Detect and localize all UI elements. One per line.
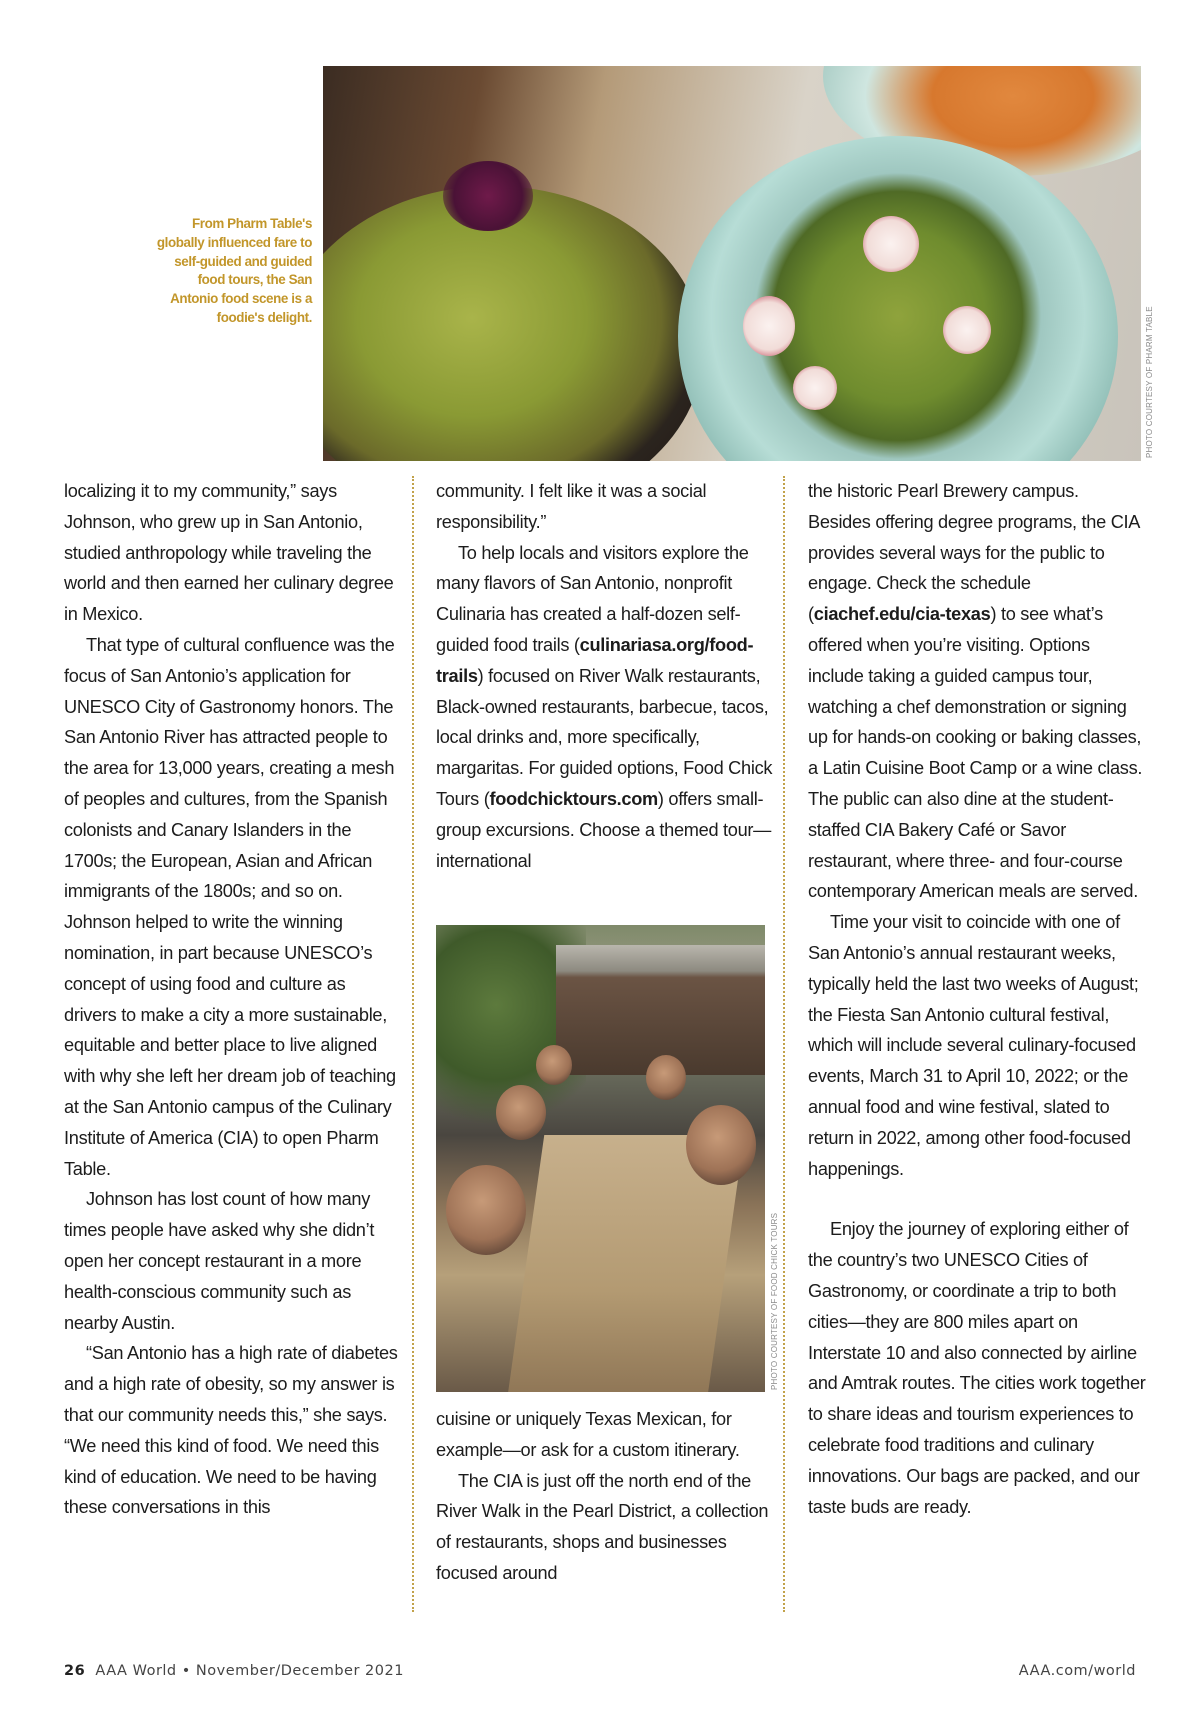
paragraph-text: To help locals and visitors explore the many flavors of San Antonio, nonprofit Culinaria has created a half-dozen self-guided food trails ( xyxy=(436,542,749,655)
paragraph-text: ) focused on River Walk restaurants, Black-owned restaurants, barbecue, tacos, local drinks and, more specifically, margaritas. For guided options, Food Chick Tours ( xyxy=(436,665,773,809)
article-column-3 xyxy=(808,476,1146,1522)
culinaria-link[interactable]: culinariasa.org/food-trails xyxy=(436,634,754,686)
article-column-1 xyxy=(64,476,399,1523)
paragraph xyxy=(436,538,774,877)
paragraph-text: the historic Pearl Brewery campus. Besides offering degree programs, the CIA provides several ways for the public to engage. Check the schedule ( xyxy=(808,481,1140,625)
radish-slice xyxy=(793,366,837,410)
article-column-2-continued xyxy=(436,1404,774,1589)
foodchicktours-link[interactable]: foodchicktours.com xyxy=(489,788,658,809)
paragraph: Johnson has lost count of how many times people have asked why she didn’t open her concept restaurant in a more health-conscious community such as nearby Austin. xyxy=(64,1189,375,1333)
radish-slice xyxy=(943,306,991,354)
food-tour-photo-credit: PHOTO COURTESY OF FOOD CHICK TOURS xyxy=(770,1212,779,1390)
paragraph: Time your visit to coincide with one of San Antonio’s annual restaurant weeks, typically held the last two weeks of August; the Fiesta San Antonio cultural festival, which will include several culinary-focused events, March 31 to April 10, 2022; or the annual food and wine festival, slated to return in 2022, among other food-focused happenings. xyxy=(808,912,1139,1179)
paragraph: That type of cultural confluence was the focus of San Antonio’s application for UNESCO City of Gastronomy honors. The San Antonio River has attracted people to the area for 13,000 years, creating a mesh of peoples and cultures, from the Spanish colonists and Canary Islanders in the 1700s; the European, Asian and African immigrants of the 1800s; and so on. Johnson helped to write the winning nomination, in part because UNESCO’s concept of using food and culture as drivers to make a city a more sustainable, equitable and better place to live aligned with why she left her dream job of teaching at the San Antonio campus of the Culinary Institute of America (CIA) to open Pharm Table. xyxy=(64,634,396,1179)
page-footer xyxy=(64,1663,404,1679)
ciachef-link[interactable]: ciachef.edu/cia-texas xyxy=(813,604,991,625)
enchilada-skillet xyxy=(323,186,703,461)
paragraph-text: ) offers small-group excursions. Choose a themed tour—international xyxy=(436,788,772,871)
hero-photo-credit: PHOTO COURTESY OF PHARM TABLE xyxy=(1145,306,1154,458)
footer-website[interactable]: AAA.com/world xyxy=(1018,1663,1136,1679)
diner xyxy=(446,1165,526,1255)
paragraph: The CIA is just off the north end of the River Walk in the Pearl District, a collection of restaurants, shops and businesses focused around xyxy=(436,1470,769,1583)
paragraph: community. I felt like it was a social responsibility.” xyxy=(436,481,707,532)
radish-slice xyxy=(743,296,795,356)
hero-photo xyxy=(323,66,1141,461)
paragraph-text: ) to see what’s offered when you’re visiting. Options include taking a guided campus tour, watching a chef demonstration or signing up for hands-on cooking or baking classes, a Latin Cuisine Boot Camp or a wine class. The public can also dine at the student-staffed CIA Bakery Café or Savor restaurant, where three- and four-course contemporary American meals are served. xyxy=(808,604,1143,902)
column-divider xyxy=(783,476,785,1612)
paragraph: localizing it to my community,” says Johnson, who grew up in San Antonio, studied anthropology while traveling the world and then earned her culinary degree in Mexico. xyxy=(64,481,394,625)
page-number: 26 xyxy=(64,1663,86,1679)
diner xyxy=(686,1105,756,1185)
diner xyxy=(536,1045,572,1085)
paragraph xyxy=(808,476,1146,907)
diner xyxy=(646,1055,686,1100)
food-tour-photo xyxy=(436,925,765,1392)
article-column-2 xyxy=(436,476,774,876)
paragraph: cuisine or uniquely Texas Mexican, for example—or ask for a custom itinerary. xyxy=(436,1409,740,1460)
red-cabbage-garnish xyxy=(443,161,533,231)
column-divider xyxy=(412,476,414,1612)
paragraph: Enjoy the journey of exploring either of the country’s two UNESCO Cities of Gastronomy, or coordinate a trip to both cities—they are 800 miles apart on Interstate 10 and also connected by airline and Amtrak routes. The cities work together to share ideas and tourism experiences to celebrate food traditions and culinary innovations. Our bags are packed, and our taste buds are ready. xyxy=(808,1219,1146,1517)
publication-info: AAA World • November/December 2021 xyxy=(95,1663,404,1679)
radish-slice xyxy=(863,216,919,272)
hero-caption: From Pharm Table's globally influenced fare to self-guided and guided food tours, the San Antonio food scene is a foodie's delight. xyxy=(156,216,312,325)
paragraph: “San Antonio has a high rate of diabetes and a high rate of obesity, so my answer is that our community needs this,” she says. “We need this kind of food. We need this kind of education. We need to be having these conversations in this xyxy=(64,1343,398,1518)
diner xyxy=(496,1085,546,1140)
guacamole-bowl xyxy=(678,136,1118,461)
